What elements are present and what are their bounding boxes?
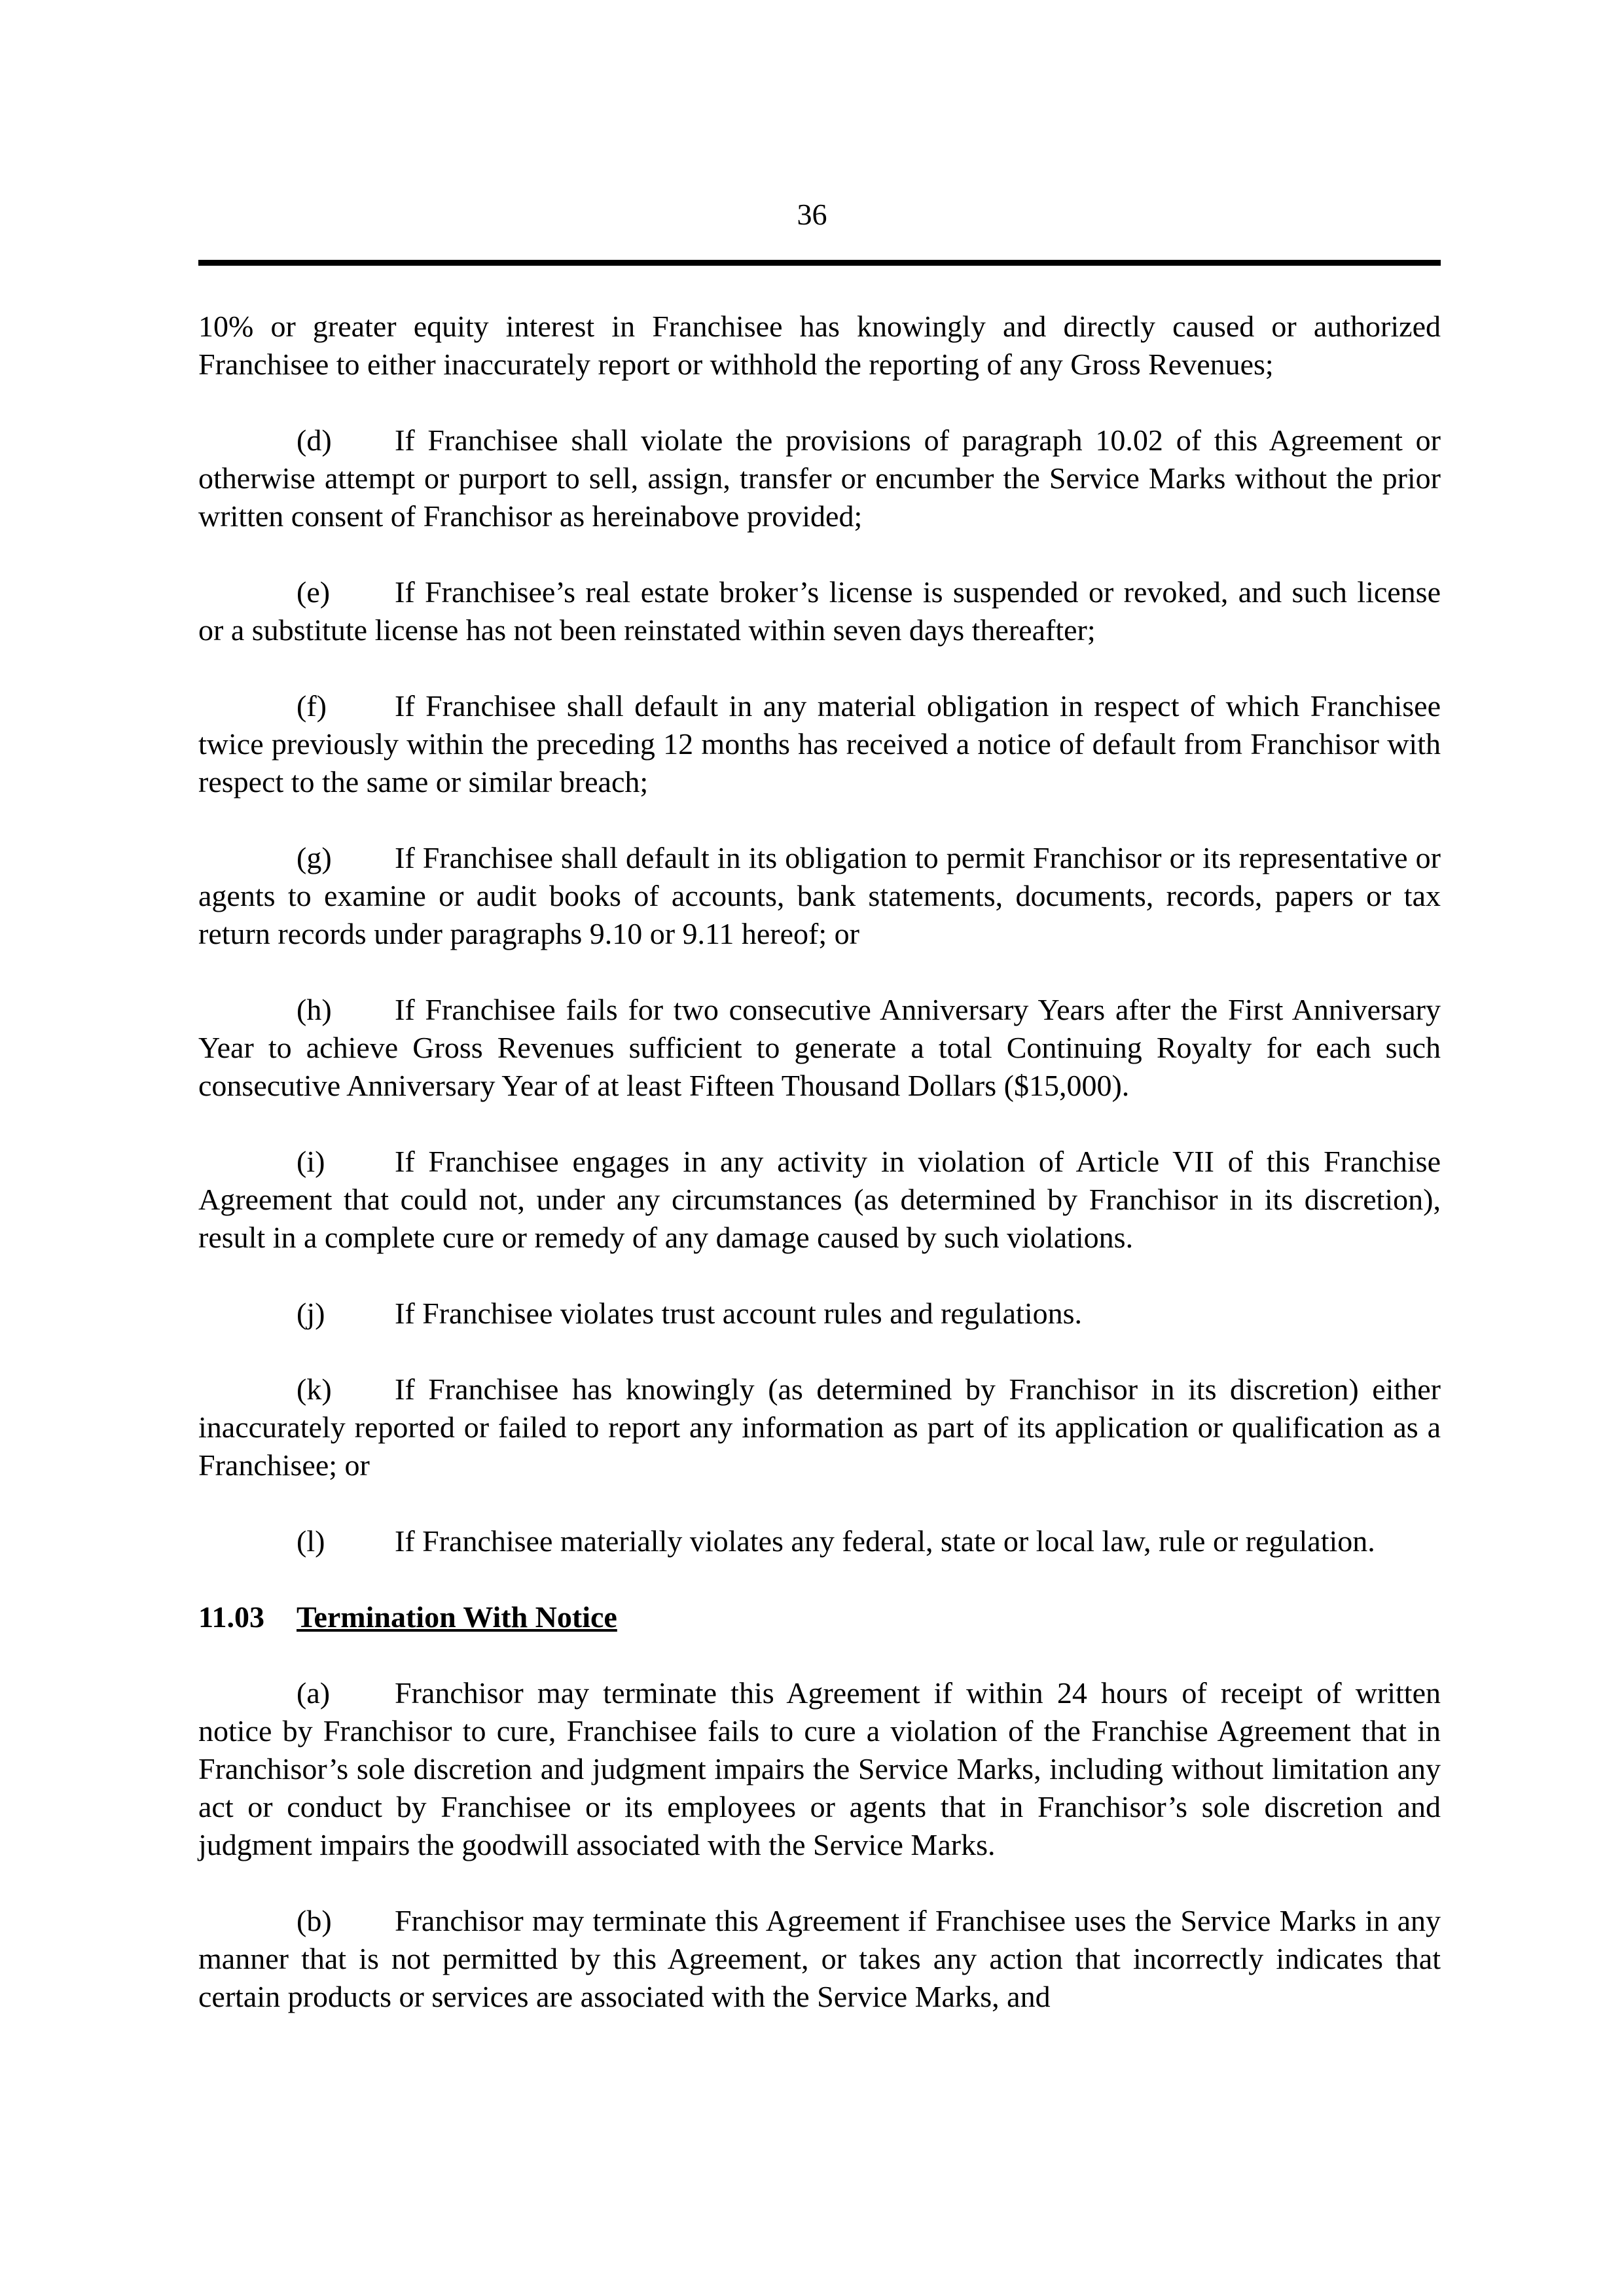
clause-f xyxy=(198,687,1441,801)
clause-e xyxy=(198,573,1441,649)
clause-text: Franchisor may terminate this Agreement if Franchisee uses the Service Marks in any manner that is not permitted by this Agreement, or takes any action that incorrectly indicates that certain products or services are associated with the Service Marks, and xyxy=(198,1904,1441,2013)
clause-text: If Franchisee’s real estate broker’s license is suspended or revoked, and such license or a substitute license has not been reinstated within seven days thereafter; xyxy=(198,575,1441,647)
clause-text: If Franchisee shall default in any material obligation in respect of which Franchisee twice previously within the preceding 12 months has received a notice of default from Franchisor with respect to the same or similar breach; xyxy=(198,689,1441,798)
clause-text: If Franchisee has knowingly (as determined by Franchisor in its discretion) either inaccurately reported or failed to report any information as part of its application or qualification as a Franchisee; or xyxy=(198,1372,1441,1482)
section-clause-a xyxy=(198,1674,1441,1864)
section-heading xyxy=(198,1598,1441,1636)
clause-marker: (j) xyxy=(297,1297,325,1330)
clause-text: Franchisor may terminate this Agreement if within 24 hours of receipt of written notice by Franchisor to cure, Franchisee fails to cure a violation of the Franchise Agreement that in Franchisor’s sole discretion and judgment impairs the Service Marks, including without limitation any act or conduct by Franchisee or its employees or agents that in Franchisor’s sole discretion and judgment impairs the goodwill associated with the Service Marks. xyxy=(198,1676,1441,1861)
clause-marker: (h) xyxy=(297,993,332,1026)
paragraph-continued xyxy=(198,308,1441,384)
clause-marker: (g) xyxy=(297,841,332,874)
clause-j xyxy=(198,1295,1441,1333)
document-body xyxy=(198,308,1441,2054)
clause-marker: (f) xyxy=(297,689,327,723)
header-rule xyxy=(198,260,1441,266)
clause-k xyxy=(198,1371,1441,1484)
clause-i xyxy=(198,1143,1441,1257)
clause-marker: (i) xyxy=(297,1145,325,1178)
clause-text: If Franchisee fails for two consecutive Anniversary Years after the First Anniversary Year to achieve Gross Revenues sufficient to generate a total Continuing Royalty for each such consecutive Anniversary Year of at least Fifteen Thousand Dollars ($15,000). xyxy=(198,993,1441,1102)
section-title: Termination With Notice xyxy=(297,1600,617,1634)
page-number: 36 xyxy=(797,198,827,231)
clause-marker: (b) xyxy=(297,1904,332,1937)
section-clause-b xyxy=(198,1902,1441,2016)
clause-d xyxy=(198,422,1441,535)
clause-text: If Franchisee engages in any activity in violation of Article VII of this Franchise Agreement that could not, under any circumstances (as determined by Franchisor in its discretion), result in a complete cure or remedy of any damage caused by such violations. xyxy=(198,1145,1441,1254)
clause-h xyxy=(198,991,1441,1105)
clause-marker: (a) xyxy=(297,1676,331,1710)
clause-g xyxy=(198,839,1441,953)
clause-marker: (e) xyxy=(297,575,331,609)
clause-text: If Franchisee materially violates any federal, state or local law, rule or regulation. xyxy=(395,1524,1375,1558)
clause-text: If Franchisee shall violate the provisions of paragraph 10.02 of this Agreement or otherwise attempt or purport to sell, assign, transfer or encumber the Service Marks without the prior written consent of Franchisor as hereinabove provided; xyxy=(198,423,1441,533)
clause-marker: (k) xyxy=(297,1372,332,1406)
clause-marker: (d) xyxy=(297,423,332,457)
clause-marker: (l) xyxy=(297,1524,325,1558)
section-number: 11.03 xyxy=(198,1600,264,1634)
paragraph-text: 10% or greater equity interest in Franchisee has knowingly and directly caused or authorized Franchisee to either inaccurately report or withhold the reporting of any Gross Revenues; xyxy=(198,310,1441,381)
clause-text: If Franchisee violates trust account rules and regulations. xyxy=(395,1297,1083,1330)
clause-l xyxy=(198,1522,1441,1560)
clause-text: If Franchisee shall default in its obligation to permit Franchisor or its representative or agents to examine or audit books of accounts, bank statements, documents, records, papers or tax return records under paragraphs 9.10 or 9.11 hereof; or xyxy=(198,841,1441,950)
